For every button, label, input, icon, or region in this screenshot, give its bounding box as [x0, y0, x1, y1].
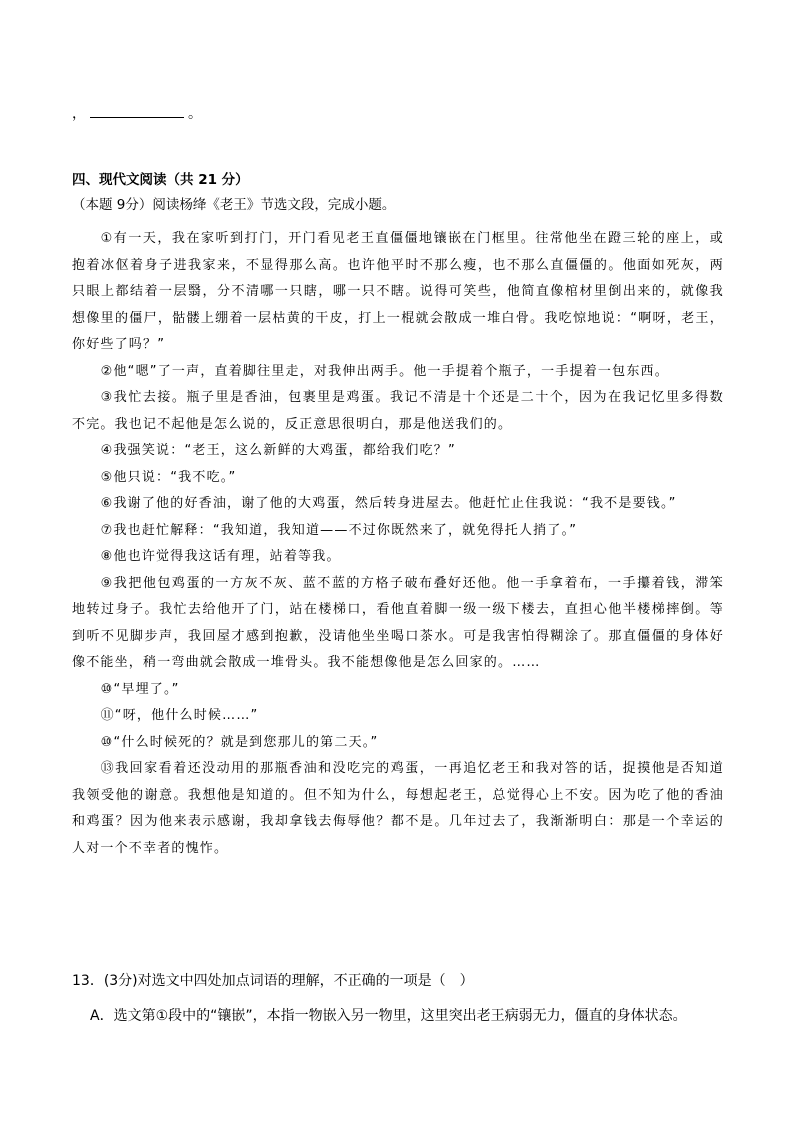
passage-paragraph-6: ⑥我谢了他的好香油，谢了他的大鸡蛋，然后转身进屋去。他赶忙止住我说：“我不是要钱。”	[100, 496, 677, 511]
passage-paragraph-13: ⑬我回家看着还没动用的那瓶香油和没吃完的鸡蛋，一再追忆老王和我对答的话，捉摸他是否知道我领受他的谢意。我想他是知道的。但不知为什么，每想起老王，总觉得心上不安。因为吃了他的香油和鸡蛋？因为他来表示感谢，我却拿钱去侮辱他？都不是。几年过去了，我渐渐明白：那是一个幸运的人对一个不幸者的愧怍。	[72, 761, 724, 856]
question-13-stem: 13．(3分)对选文中四处加点词语的理解，不正确的一项是（ ）	[72, 973, 474, 989]
carry-over-tail: 。	[188, 106, 202, 122]
passage-paragraph-8: ⑧他也许觉得我这话有理，站着等我。	[100, 549, 341, 564]
passage-paragraph-12: ⑩“什么时候死的？就是到您那儿的第二天。”	[100, 734, 379, 750]
passage-paragraph-1: ①有一天，我在家听到打门，开门看见老王直僵僵地镶嵌在门框里。往常他坐在蹬三轮的座上，或抱着冰伛着身子进我家来，不显得那么高。也许他平时不那么瘦，也不那么直僵僵的。他面如死灰，两只眼上都结着一层翳，分不清哪一只瞎，哪一只不瞎。说得可笑些，他简直像棺材里倒出来的，就像我想像里的僵尸，骷髅上绷着一层枯黄的干皮，打上一棍就会散成一堆白骨。我吃惊地说：“啊呀，老王，你好些了吗？”	[72, 231, 724, 352]
section-intro: （本题 9分）阅读杨绛《老王》节选文段，完成小题。	[72, 197, 396, 213]
answer-blank[interactable]	[90, 105, 184, 118]
passage-paragraph-11: ⑪“呀，他什么时候……”	[100, 708, 259, 723]
passage-paragraph-2: ②他“嗯”了一声，直着脚往里走，对我伸出两手。他一手提着个瓶子，一手提着一包东西。	[100, 363, 669, 379]
passage-paragraph-9: ⑨我把他包鸡蛋的一方灰不灰、蓝不蓝的方格子破布叠好还他。他一手拿着布，一手攥着钱，滞笨地转过身子。我忙去给他开了门，站在楼梯口，看他直着脚一级一级下楼去，直担心他半楼梯摔倒。等到听不见脚步声，我回屋才感到抱歉，没请他坐坐喝口茶水。可是我害怕得糊涂了。那直僵僵的身体好像不能坐，稍一弯曲就会散成一堆骨头。我不能想像他是怎么回家的。……	[72, 575, 724, 670]
passage-paragraph-4: ④我强笑说：“老王，这么新鲜的大鸡蛋，都给我们吃？”	[100, 443, 456, 458]
passage-paragraph-7: ⑦我也赶忙解释：“我知道，我知道——不过你既然来了，就免得托人捎了。”	[100, 522, 578, 538]
section-title: 四、现代文阅读（共 21 分）	[72, 172, 249, 188]
passage-paragraph-10: ⑩“早埋了。”	[100, 681, 180, 697]
reading-passage	[72, 226, 724, 862]
carry-over-lead: ，	[72, 106, 86, 122]
passage-paragraph-5: ⑤他只说：“我不吃。”	[100, 469, 237, 485]
carry-over-line	[72, 104, 202, 124]
question-13-option-a: A．选文第①段中的“镶嵌”，本指一物嵌入另一物里，这里突出老王病弱无力，僵直的身体状态。	[90, 1008, 687, 1024]
passage-paragraph-3: ③我忙去接。瓶子里是香油，包裹里是鸡蛋。我记不清是十个还是二十个，因为在我记忆里多得数不完。我也记不起他是怎么说的，反正意思很明白，那是他送我们的。	[72, 390, 724, 432]
